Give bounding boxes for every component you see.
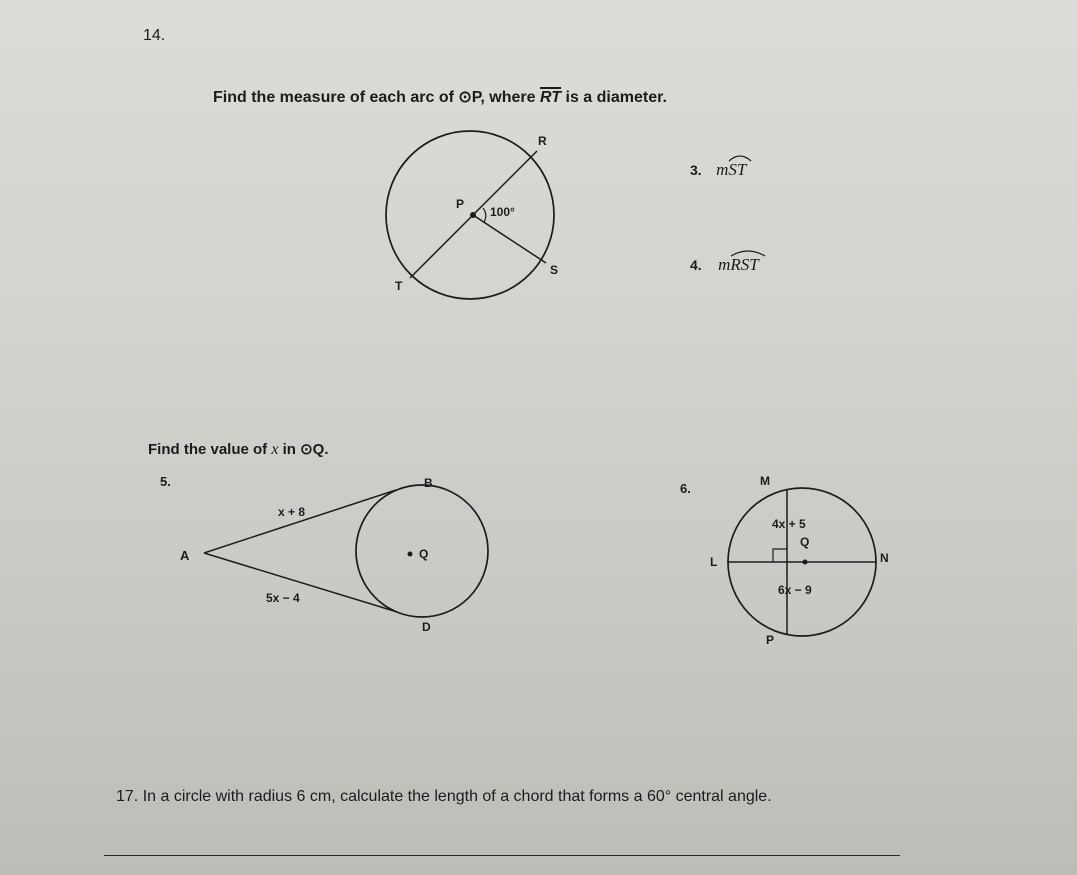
question-number-14: 14.: [143, 27, 166, 44]
item-4: [690, 255, 759, 275]
question-17-angle: 60°: [646, 788, 672, 805]
problem-5-diagram: [170, 470, 490, 640]
label-t: T: [395, 279, 403, 293]
item-3-arc-name: ST: [728, 160, 747, 179]
angle-arc-mark: [483, 208, 486, 222]
label-r: R: [538, 134, 547, 148]
label-m: M: [760, 474, 770, 488]
label-l: L: [710, 555, 718, 569]
right-angle-icon: [773, 549, 787, 562]
label-b: B: [424, 476, 433, 490]
label-p-6: P: [766, 633, 775, 647]
label-q-6: Q: [800, 535, 810, 549]
label-n: N: [880, 551, 889, 565]
find-x-pre: Find the value of: [148, 441, 272, 458]
item-4-arc: [730, 255, 758, 275]
arc-instruction-pre: Find the measure of each arc of ⊙P, where: [213, 89, 540, 106]
label-d: D: [422, 620, 431, 634]
find-x-post: in ⊙Q.: [278, 441, 329, 458]
tangent-ab: [204, 490, 396, 553]
arc-instruction: [213, 87, 667, 107]
center-q-dot-6: [803, 560, 808, 565]
label-p: P: [456, 197, 465, 211]
item-4-number: 4.: [690, 257, 702, 273]
answer-line[interactable]: [104, 855, 900, 856]
item-3: [690, 160, 746, 180]
item-4-m: m: [718, 255, 731, 274]
circle-p-diagram: [380, 128, 580, 303]
item-3-arc: [728, 160, 746, 180]
center-q-dot: [408, 552, 413, 557]
problem-6-diagram: [700, 470, 900, 655]
label-6x-minus-9: 6x − 9: [778, 583, 812, 597]
diameter-segment-label: RT: [540, 89, 562, 106]
label-4x-plus-5: 4x + 5: [772, 517, 806, 531]
find-x-var: x: [271, 441, 279, 458]
label-q: Q: [419, 547, 429, 561]
question-17: [116, 788, 772, 806]
angle-label-100: 100°: [490, 205, 515, 219]
arc-symbol-icon: [728, 154, 752, 162]
problem-5-number: 5.: [160, 474, 171, 489]
item-3-number: 3.: [690, 162, 702, 178]
arc-symbol-icon: [730, 249, 766, 257]
label-s: S: [550, 263, 559, 277]
find-x-instruction: [148, 440, 329, 459]
label-5x-minus-4: 5x − 4: [266, 591, 300, 605]
center-p-dot: [470, 212, 476, 218]
label-a: A: [180, 548, 190, 563]
item-4-arc-name: RST: [730, 255, 759, 274]
question-17-pre: 17. In a circle with radius 6 cm, calculate the length of a chord that forms a: [116, 788, 647, 805]
radius-ps: [473, 215, 546, 263]
label-x-plus-8: x + 8: [278, 505, 306, 519]
arc-instruction-post: is a diameter.: [561, 89, 667, 106]
question-17-post: central angle.: [671, 788, 772, 805]
problem-6-number: 6.: [680, 481, 691, 496]
item-3-m: m: [716, 160, 729, 179]
